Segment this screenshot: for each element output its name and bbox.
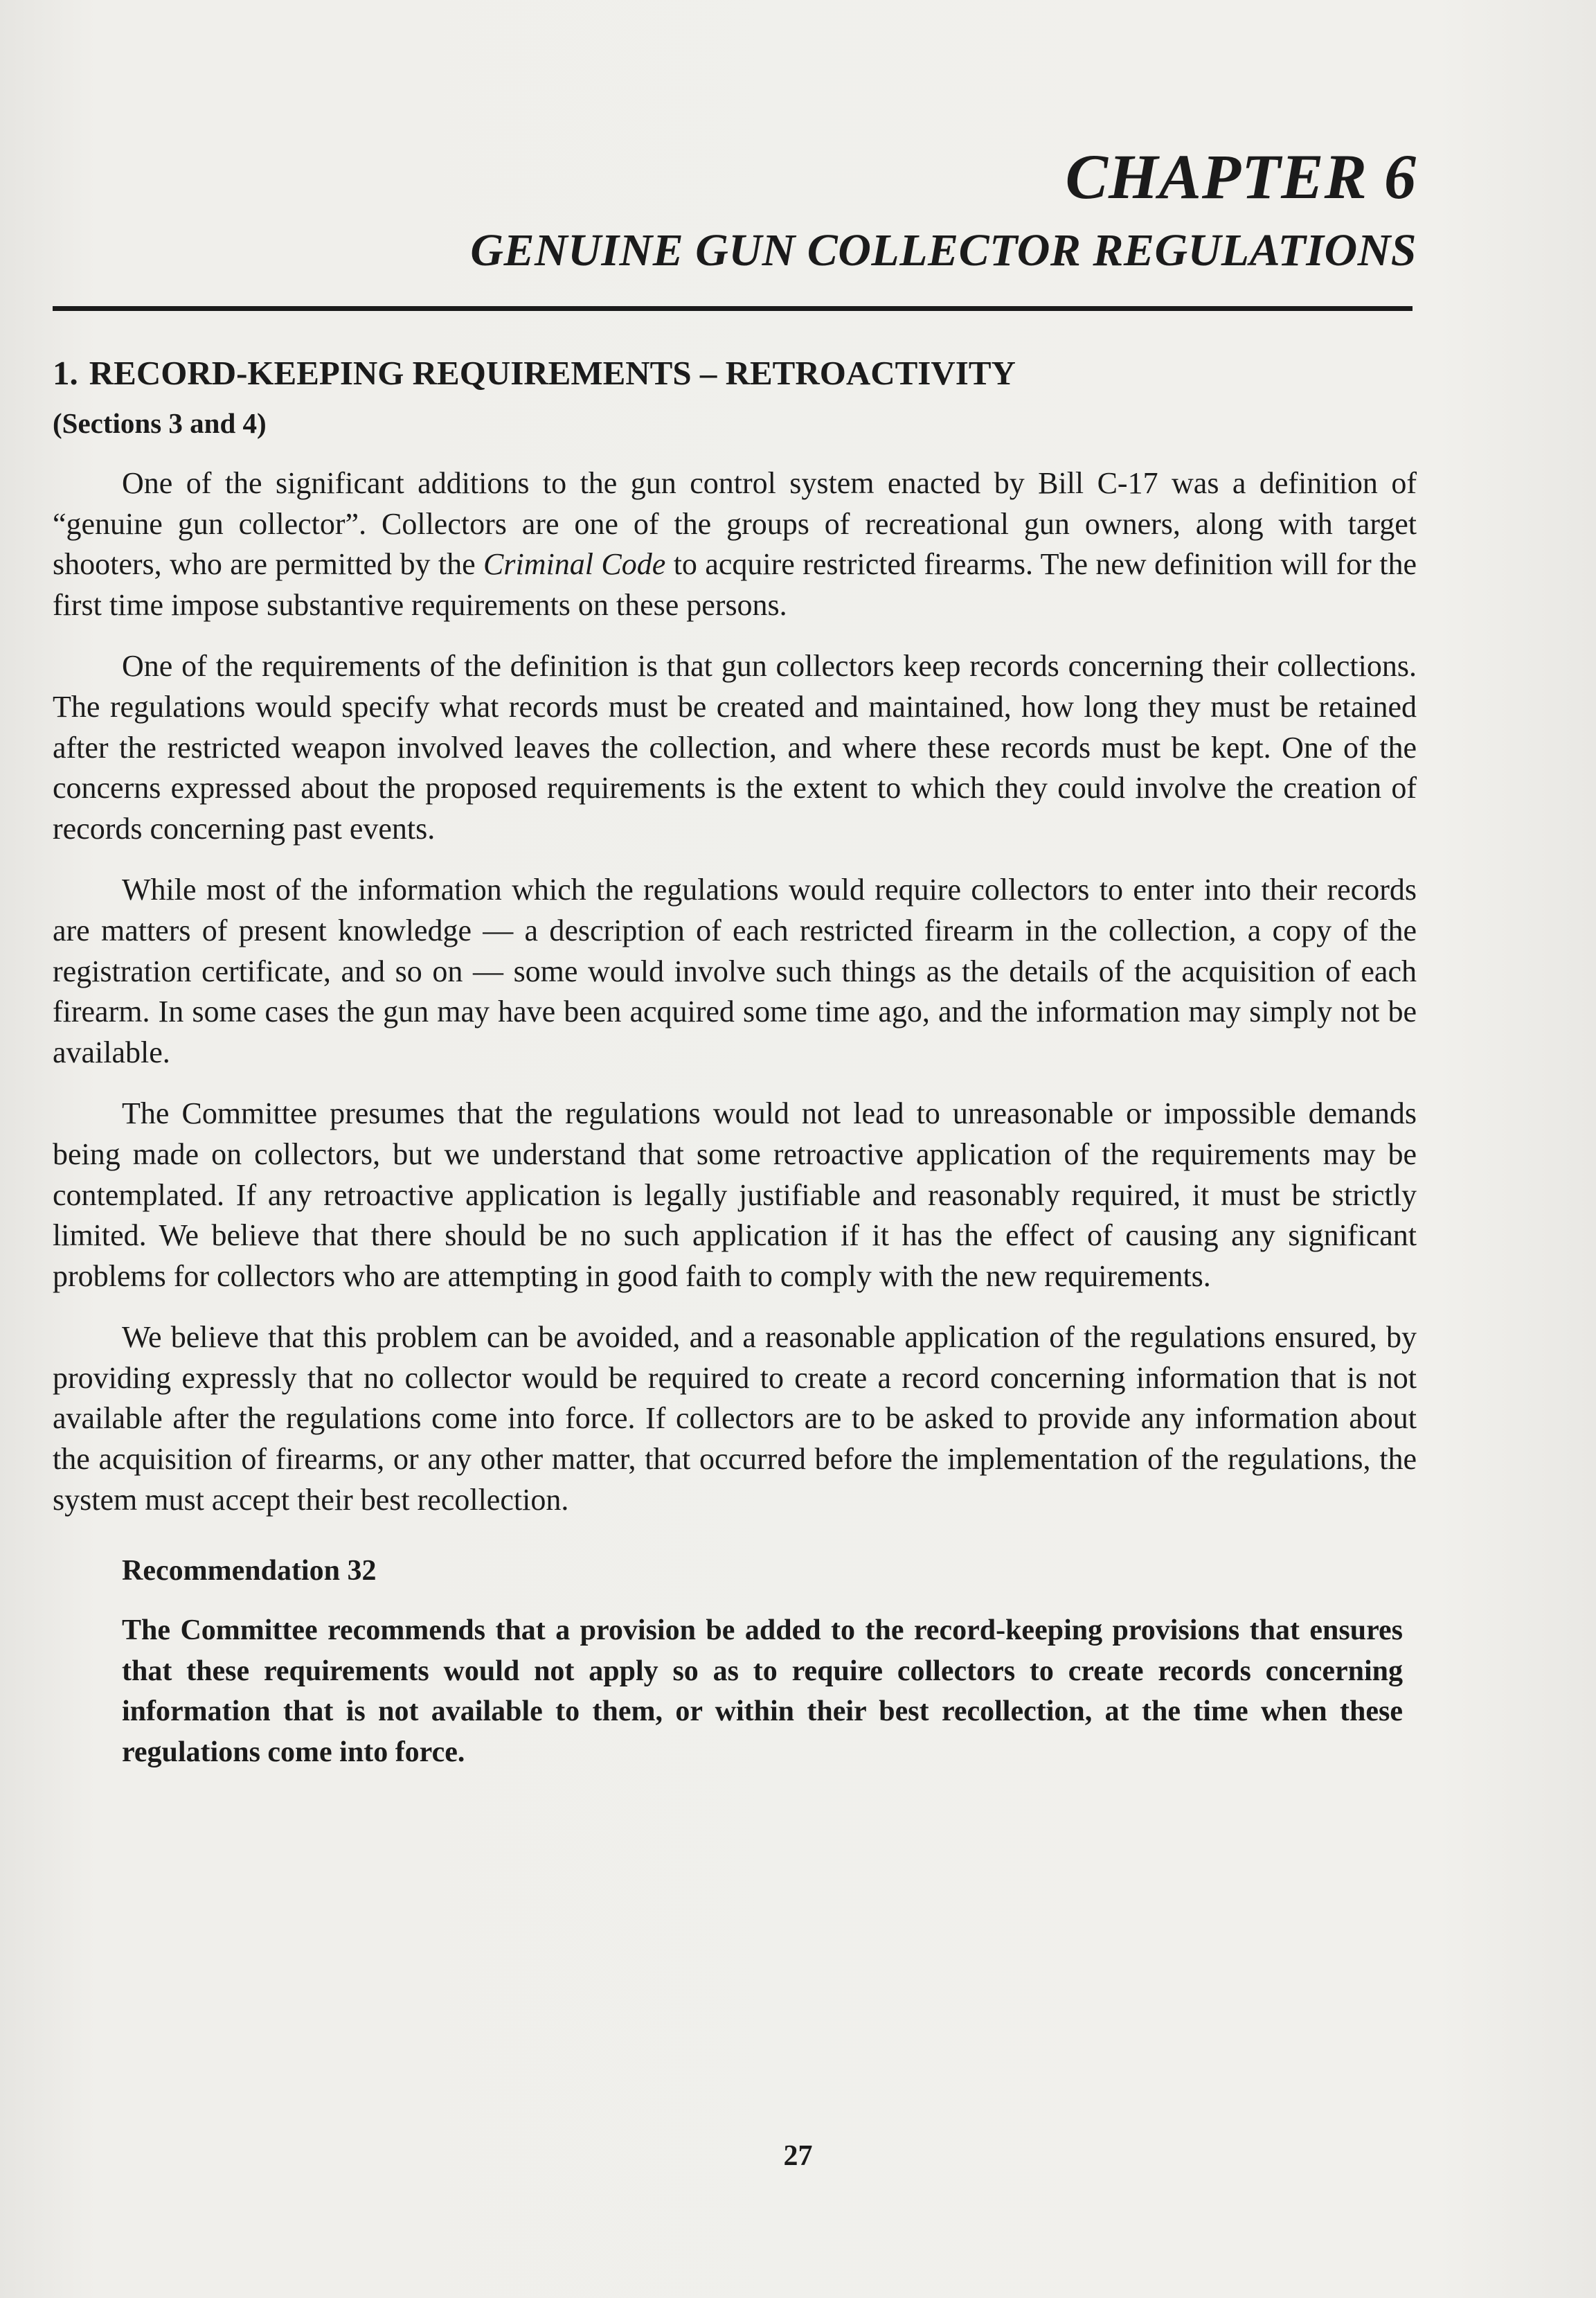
paragraph-4: The Committee presumes that the regulations would not lead to unreasonable or impossible demands being made on collectors, but we understand that some retroactive application of the requirements may be contemplated. If any retroactive application is legally justifiable and reasonably required, it must be strictly limited. We believe that there should be no such application if it has the effect of causing any significant problems for collectors who are attempting in good faith to comply with the new requirements. bbox=[53, 1096, 1417, 1293]
recommendation-block bbox=[122, 1551, 1403, 1772]
page-number: 27 bbox=[783, 2140, 813, 2172]
chapter-number: CHAPTER 6 bbox=[1065, 141, 1417, 212]
paragraph-1-italic: Criminal Code bbox=[483, 547, 666, 582]
paragraph-1 bbox=[53, 463, 1417, 625]
heading-rule bbox=[53, 306, 1413, 311]
section-heading bbox=[53, 353, 1417, 394]
page-content bbox=[53, 139, 1417, 1773]
chapter-title: GENUINE GUN COLLECTOR REGULATIONS bbox=[470, 225, 1417, 276]
recommendation-text: The Committee recommends that a provision be added to the record-keeping provisions that ensures that these requirements would not apply so as to require collectors to create records concerning information that is not available to them, or within their best recollection, at the time when these regulations come into force. bbox=[122, 1614, 1403, 1769]
recommendation-title: Recommendation 32 bbox=[122, 1555, 377, 1587]
paragraph-5: We believe that this problem can be avoided, and a reasonable application of the regulations ensured, by providing expressly that no collector would be required to create a record concerning information that is not available after the regulations come into force. If collectors are to be asked to provide any information about the acquisition of firearms, or any other matter, that occurred before the implementation of the regulations, the system must accept their best recollection. bbox=[53, 1320, 1417, 1517]
section-heading-text: RECORD-KEEPING REQUIREMENTS – RETROACTIVITY bbox=[89, 354, 1016, 392]
section-number: 1. bbox=[53, 354, 78, 392]
section-subheading: (Sections 3 and 4) bbox=[53, 407, 267, 439]
paragraph-2: One of the requirements of the definition is that gun collectors keep records concerning their collections. The regulations would specify what records must be created and maintained, how long they must be retained after the restricted weapon involved leaves the collection, and where these records must be kept. One of the concerns expressed about the proposed requirements is the extent to which they could involve the creation of records concerning past events. bbox=[53, 649, 1417, 846]
paragraph-3: While most of the information which the regulations would require collectors to enter into their records are matters of present knowledge — a description of each restricted firearm in the collection, a copy of the registration certificate, and so on — some would involve such things as the details of the acquisition of each firearm. In some cases the gun may have been acquired some time ago, and the information may simply not be available. bbox=[53, 873, 1417, 1069]
paragraph-1-before: One of the significant additions to the gun control system enacted by Bill C-17 was a definition of “genuine gun collector”. Collectors are one of the groups of recreational gun owners, along with target shooters, who are permitted by the bbox=[53, 466, 1417, 582]
paragraph-1-after: to acquire restricted firearms. The new definition will for the first time impose substantive requirements on these persons. bbox=[53, 547, 1417, 622]
